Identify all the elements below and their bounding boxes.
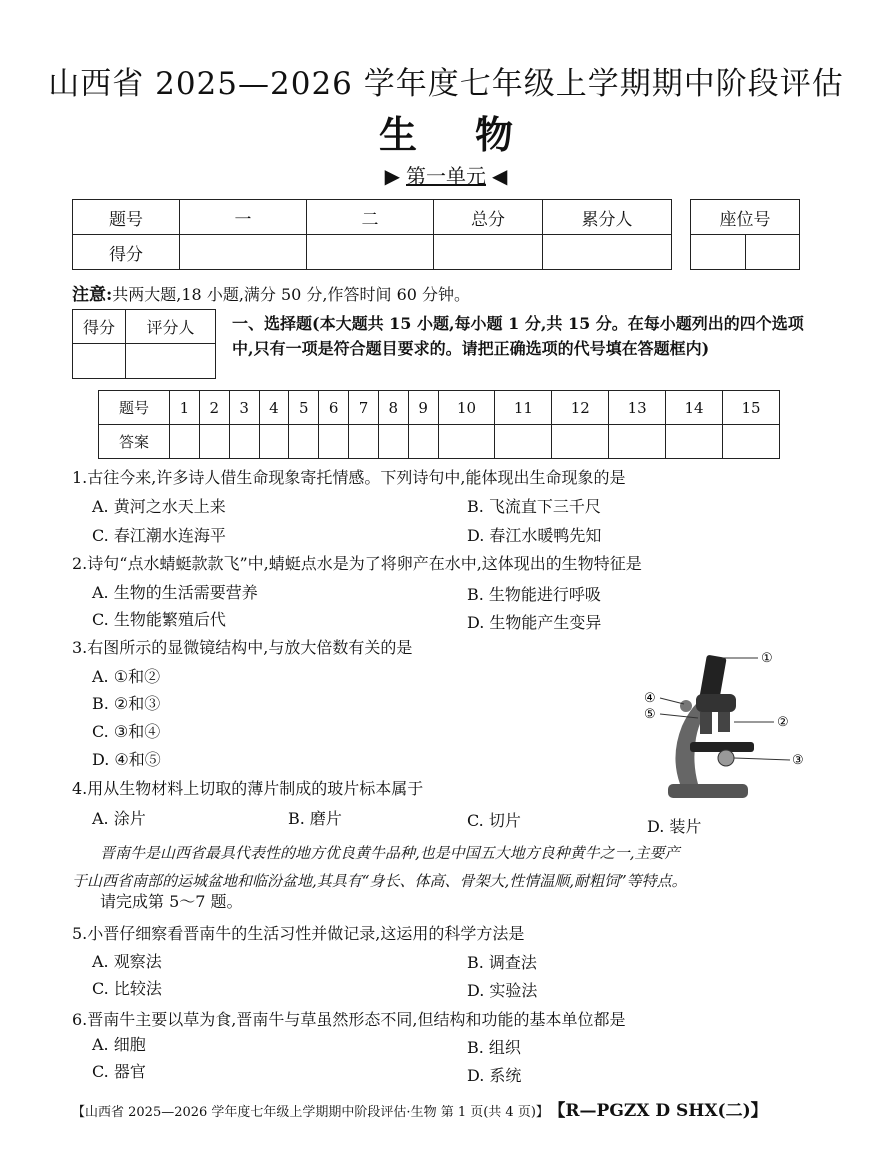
answer-table: [98, 390, 780, 459]
seat-label: 座位号: [691, 200, 800, 235]
passage-instruction: 请完成第 5～7 题。: [100, 892, 243, 911]
q6-option-c: C. 器官: [92, 1062, 146, 1081]
seat-table: [690, 199, 800, 270]
section-one-heading: 一、选择题(本大题共 15 小题,每小题 1 分,共 15 分。在每小题列出的四个选项中,只有一项是符合题目要求的。请把正确选项的代号填在答题框内): [232, 314, 804, 358]
score-cell: 总分: [434, 200, 543, 235]
q2-option-c: C. 生物能繁殖后代: [92, 610, 226, 629]
label-2: ②: [777, 715, 789, 730]
microscope-figure: [640, 646, 810, 806]
answer-head-label: 题号: [99, 391, 170, 425]
q4-option-b: B. 磨片: [288, 809, 342, 828]
answer-input-cell[interactable]: [229, 425, 259, 459]
q4-option-a: A. 涂片: [92, 809, 146, 828]
answer-input-cell[interactable]: [259, 425, 289, 459]
notice: [72, 280, 470, 305]
label-4: ④: [644, 691, 656, 706]
q3-option-d: D. ④和⑤: [92, 750, 161, 769]
q3-option-c: C. ③和④: [92, 722, 161, 741]
score-cell: 累分人: [543, 200, 672, 235]
grader-input-cell[interactable]: [73, 344, 126, 379]
q5-option-a: A. 观察法: [92, 952, 162, 971]
q1-option-d: D. 春江水暖鸭先知: [467, 526, 602, 545]
score-input-cell[interactable]: [543, 235, 672, 270]
unit-label: [0, 160, 892, 189]
q5-option-c: C. 比较法: [92, 979, 162, 998]
grader-score-label: 得分: [73, 310, 126, 344]
q2-option-d: D. 生物能产生变异: [467, 613, 602, 632]
question-1-stem: 1.古往今来,许多诗人借生命现象寄托情感。下列诗句中,能体现出生命现象的是: [72, 468, 626, 487]
notice-label: 注意:: [72, 285, 113, 305]
answer-input-cell[interactable]: [378, 425, 408, 459]
score-input-cell[interactable]: [434, 235, 543, 270]
answer-number-cell: 15: [722, 391, 779, 425]
answer-input-cell[interactable]: [552, 425, 609, 459]
answer-number-cell: 13: [609, 391, 666, 425]
answer-number-cell: 14: [666, 391, 723, 425]
q6-option-a: A. 细胞: [92, 1035, 146, 1054]
seat-input-cell[interactable]: [746, 235, 800, 270]
answer-number-cell: 9: [408, 391, 438, 425]
score-table: [72, 199, 672, 270]
answer-number-cell: 8: [378, 391, 408, 425]
q2-option-b: B. 生物能进行呼吸: [467, 585, 601, 604]
q1-option-b: B. 飞流直下三千尺: [467, 497, 601, 516]
score-cell: 得分: [73, 235, 180, 270]
answer-input-cell[interactable]: [289, 425, 319, 459]
label-3: ③: [792, 753, 804, 768]
q6-option-b: B. 组织: [467, 1038, 521, 1057]
microscope-drawing: [640, 646, 810, 806]
score-cell: 二: [307, 200, 434, 235]
passage-line-1: 晋南牛是山西省最具代表性的地方优良黄牛品种,也是中国五大地方良种黄牛之一,主要产: [100, 844, 680, 862]
answer-number-cell: 11: [495, 391, 552, 425]
label-1: ①: [761, 651, 773, 666]
question-5-stem: 5.小晋仔细察看晋南牛的生活习性并做记录,这运用的科学方法是: [72, 924, 525, 943]
exam-code: 【R—PGZX D SHX(二)】: [556, 1101, 768, 1121]
grader-input-cell[interactable]: [126, 344, 216, 379]
answer-input-cell[interactable]: [319, 425, 349, 459]
answer-number-cell: 4: [259, 391, 289, 425]
seat-input-cell[interactable]: [691, 235, 746, 270]
score-cell: 题号: [73, 200, 180, 235]
answer-input-cell[interactable]: [349, 425, 379, 459]
q1-option-c: C. 春江潮水连海平: [92, 526, 226, 545]
answer-input-cell[interactable]: [408, 425, 438, 459]
q5-option-b: B. 调查法: [467, 953, 537, 972]
q3-option-a: A. ①和②: [92, 667, 161, 686]
q4-option-d: D. 装片: [647, 817, 702, 836]
q4-option-c: C. 切片: [467, 811, 521, 830]
question-6-stem: 6.晋南牛主要以草为食,晋南牛与草虽然形态不同,但结构和功能的基本单位都是: [72, 1010, 626, 1029]
answer-input-cell[interactable]: [609, 425, 666, 459]
score-input-cell[interactable]: [180, 235, 307, 270]
score-cell: 一: [180, 200, 307, 235]
answer-number-cell: 6: [319, 391, 349, 425]
question-2-stem: 2.诗句“点水蜻蜓款款飞”中,蜻蜓点水是为了将卵产在水中,这体现出的生物特征是: [72, 554, 642, 573]
label-5: ⑤: [644, 707, 656, 722]
passage-line-2: 于山西省南部的运城盆地和临汾盆地,其具有“身长、体高、骨架大,性情温顺,耐粗饲”等特点。: [72, 872, 687, 890]
score-input-cell[interactable]: [307, 235, 434, 270]
answer-number-cell: 2: [199, 391, 229, 425]
subject-title: 生物: [378, 112, 571, 157]
q5-option-d: D. 实验法: [467, 981, 538, 1000]
answer-input-cell[interactable]: [170, 425, 200, 459]
q3-option-b: B. ②和③: [92, 694, 161, 713]
footer-text: 【山西省 2025—2026 学年度七年级上学期期中阶段评估·生物 第 1 页(共 4 页)】: [72, 1105, 549, 1120]
answer-number-cell: 5: [289, 391, 319, 425]
exam-title: 山西省 2025—2026 学年度七年级上学期期中阶段评估: [48, 66, 844, 102]
right-triangle-icon: ◀: [492, 164, 508, 188]
notice-text: 共两大题,18 小题,满分 50 分,作答时间 60 分钟。: [112, 285, 471, 304]
answer-number-cell: 1: [170, 391, 200, 425]
answer-input-cell[interactable]: [495, 425, 552, 459]
question-3-stem: 3.右图所示的显微镜结构中,与放大倍数有关的是: [72, 638, 413, 657]
q1-option-a: A. 黄河之水天上来: [92, 497, 226, 516]
page-footer: [72, 1096, 768, 1121]
answer-number-cell: 7: [349, 391, 379, 425]
answer-number-cell: 12: [552, 391, 609, 425]
answer-input-cell[interactable]: [666, 425, 723, 459]
answer-input-cell[interactable]: [199, 425, 229, 459]
grader-table: [72, 309, 216, 379]
question-4-stem: 4.用从生物材料上切取的薄片制成的玻片标本属于: [72, 779, 424, 798]
answer-number-cell: 3: [229, 391, 259, 425]
grader-label: 评分人: [126, 310, 216, 344]
answer-input-cell[interactable]: [722, 425, 779, 459]
left-triangle-icon: ▶: [384, 164, 400, 188]
answer-number-cell: 10: [438, 391, 495, 425]
answer-input-cell[interactable]: [438, 425, 495, 459]
q2-option-a: A. 生物的生活需要营养: [92, 583, 258, 602]
q6-option-d: D. 系统: [467, 1066, 522, 1085]
unit-text: 第一单元: [406, 164, 486, 188]
answer-row-label: 答案: [99, 425, 170, 459]
